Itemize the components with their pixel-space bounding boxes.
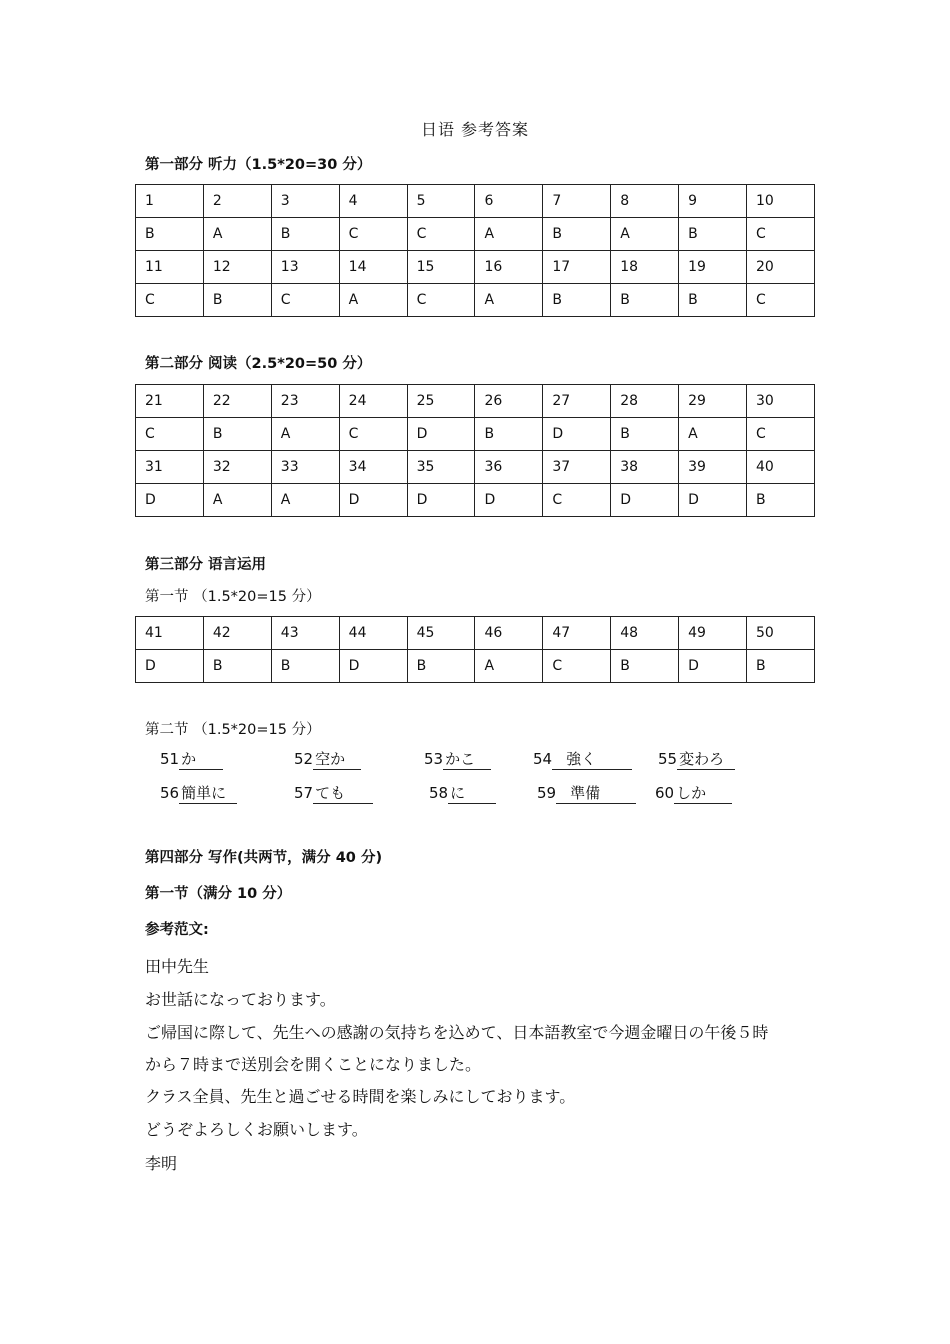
question-number-cell: 36 <box>475 451 543 484</box>
answer-cell: C <box>747 218 815 251</box>
question-number-cell: 32 <box>203 451 271 484</box>
table-row <box>136 650 815 683</box>
answer-cell: C <box>136 284 204 317</box>
table-row <box>136 418 815 451</box>
table-row <box>136 617 815 650</box>
fill-item: 51 か <box>160 750 223 770</box>
question-number-cell: 48 <box>611 617 679 650</box>
fill-item: 53 かこ <box>424 750 491 770</box>
fill-item: 57 ても <box>294 784 373 804</box>
question-number-cell: 39 <box>679 451 747 484</box>
question-number-cell: 20 <box>747 251 815 284</box>
essay-line: 田中先生 <box>145 957 210 976</box>
table-row <box>136 251 815 284</box>
question-number-cell: 26 <box>475 385 543 418</box>
answer-cell: C <box>339 218 407 251</box>
fill-item: 56 簡単に <box>160 784 237 804</box>
answer-cell: B <box>747 484 815 517</box>
answer-cell: C <box>271 284 339 317</box>
fill-item: 55 変わろ <box>658 750 735 770</box>
question-number-cell: 22 <box>203 385 271 418</box>
question-number-cell: 25 <box>407 385 475 418</box>
question-number-cell: 49 <box>679 617 747 650</box>
question-number-cell: 10 <box>747 185 815 218</box>
question-number-cell: 23 <box>271 385 339 418</box>
answer-cell: B <box>543 218 611 251</box>
answer-cell: B <box>475 418 543 451</box>
table-row <box>136 484 815 517</box>
question-number-cell: 17 <box>543 251 611 284</box>
answer-cell: D <box>339 650 407 683</box>
table-row <box>136 451 815 484</box>
question-number-cell: 43 <box>271 617 339 650</box>
question-number-cell: 35 <box>407 451 475 484</box>
question-number-cell: 33 <box>271 451 339 484</box>
answer-cell: A <box>679 418 747 451</box>
essay-line: クラス全員、先生と過ごせる時間を楽しみにしております。 <box>145 1087 576 1106</box>
question-number-cell: 46 <box>475 617 543 650</box>
question-number-cell: 28 <box>611 385 679 418</box>
answer-cell: A <box>203 484 271 517</box>
answer-cell: D <box>543 418 611 451</box>
part3-sec1-heading: 第一节 （1.5*20=15 分） <box>145 589 321 605</box>
question-number-cell: 40 <box>747 451 815 484</box>
answer-cell: D <box>407 484 475 517</box>
part1-answer-table <box>135 184 815 317</box>
answer-cell: C <box>543 650 611 683</box>
answer-cell: B <box>679 284 747 317</box>
table-row <box>136 385 815 418</box>
answer-cell: A <box>339 284 407 317</box>
question-number-cell: 18 <box>611 251 679 284</box>
question-number-cell: 4 <box>339 185 407 218</box>
answer-cell: D <box>611 484 679 517</box>
question-number-cell: 1 <box>136 185 204 218</box>
answer-cell: A <box>475 218 543 251</box>
part3-sec2-heading: 第二节 （1.5*20=15 分） <box>145 722 321 738</box>
answer-cell: B <box>407 650 475 683</box>
answer-cell: C <box>543 484 611 517</box>
question-number-cell: 12 <box>203 251 271 284</box>
answer-cell: C <box>407 218 475 251</box>
answer-cell: B <box>679 218 747 251</box>
question-number-cell: 34 <box>339 451 407 484</box>
question-number-cell: 29 <box>679 385 747 418</box>
essay-line: お世話になっております。 <box>145 990 336 1009</box>
answer-cell: D <box>136 484 204 517</box>
question-number-cell: 30 <box>747 385 815 418</box>
question-number-cell: 27 <box>543 385 611 418</box>
answer-cell: B <box>543 284 611 317</box>
question-number-cell: 6 <box>475 185 543 218</box>
table-row <box>136 284 815 317</box>
question-number-cell: 7 <box>543 185 611 218</box>
answer-cell: A <box>475 284 543 317</box>
answer-cell: C <box>339 418 407 451</box>
question-number-cell: 45 <box>407 617 475 650</box>
question-number-cell: 19 <box>679 251 747 284</box>
question-number-cell: 42 <box>203 617 271 650</box>
answer-cell: B <box>136 218 204 251</box>
answer-cell: B <box>611 284 679 317</box>
answer-cell: B <box>203 284 271 317</box>
part2-answer-table <box>135 384 815 517</box>
essay-line: ご帰国に際して、先生への感謝の気持ちを込めて、日本語教室で今週金曜日の午後５時 <box>145 1023 769 1042</box>
part1-heading: 第一部分 听力（1.5*20=30 分） <box>145 157 372 173</box>
answer-cell: B <box>271 650 339 683</box>
answer-cell: D <box>339 484 407 517</box>
answer-cell: D <box>679 484 747 517</box>
question-number-cell: 11 <box>136 251 204 284</box>
answer-cell: C <box>407 284 475 317</box>
question-number-cell: 15 <box>407 251 475 284</box>
question-number-cell: 24 <box>339 385 407 418</box>
question-number-cell: 8 <box>611 185 679 218</box>
question-number-cell: 5 <box>407 185 475 218</box>
question-number-cell: 3 <box>271 185 339 218</box>
answer-cell: A <box>475 650 543 683</box>
question-number-cell: 44 <box>339 617 407 650</box>
answer-cell: A <box>271 484 339 517</box>
part2-heading: 第二部分 阅读（2.5*20=50 分） <box>145 356 372 372</box>
essay-line: 李明 <box>145 1154 178 1173</box>
question-number-cell: 2 <box>203 185 271 218</box>
answer-cell: D <box>679 650 747 683</box>
answer-cell: D <box>475 484 543 517</box>
question-number-cell: 14 <box>339 251 407 284</box>
question-number-cell: 16 <box>475 251 543 284</box>
question-number-cell: 47 <box>543 617 611 650</box>
page-title: 日语 参考答案 <box>420 120 530 139</box>
question-number-cell: 21 <box>136 385 204 418</box>
answer-cell: B <box>611 418 679 451</box>
part3-answer-table <box>135 616 815 683</box>
answer-cell: B <box>203 418 271 451</box>
answer-cell: C <box>747 284 815 317</box>
part4-sec1-heading: 第一节（满分 10 分） <box>145 886 292 902</box>
question-number-cell: 13 <box>271 251 339 284</box>
answer-cell: B <box>203 650 271 683</box>
question-number-cell: 41 <box>136 617 204 650</box>
answer-cell: B <box>271 218 339 251</box>
question-number-cell: 37 <box>543 451 611 484</box>
question-number-cell: 9 <box>679 185 747 218</box>
answer-cell: A <box>203 218 271 251</box>
question-number-cell: 38 <box>611 451 679 484</box>
answer-cell: B <box>747 650 815 683</box>
fill-item: 59 準備 <box>537 784 636 804</box>
essay-line: から７時まで送別会を開くことになりました。 <box>145 1055 482 1074</box>
answer-cell: A <box>611 218 679 251</box>
question-number-cell: 50 <box>747 617 815 650</box>
fill-item: 52 空か <box>294 750 361 770</box>
answer-cell: C <box>136 418 204 451</box>
answer-cell: A <box>271 418 339 451</box>
answer-cell: D <box>136 650 204 683</box>
fill-item: 60 しか <box>655 784 732 804</box>
sample-essay-label: 参考范文: <box>145 922 209 938</box>
fill-item: 54 強く <box>533 750 632 770</box>
question-number-cell: 31 <box>136 451 204 484</box>
table-row <box>136 185 815 218</box>
answer-cell: B <box>611 650 679 683</box>
essay-line: どうぞよろしくお願いします。 <box>145 1120 368 1139</box>
answer-cell: D <box>407 418 475 451</box>
part3-heading: 第三部分 语言运用 <box>145 557 267 573</box>
table-row <box>136 218 815 251</box>
fill-item: 58 に <box>429 784 496 804</box>
part4-heading: 第四部分 写作(共两节，满分 40 分) <box>145 850 383 866</box>
answer-cell: C <box>747 418 815 451</box>
